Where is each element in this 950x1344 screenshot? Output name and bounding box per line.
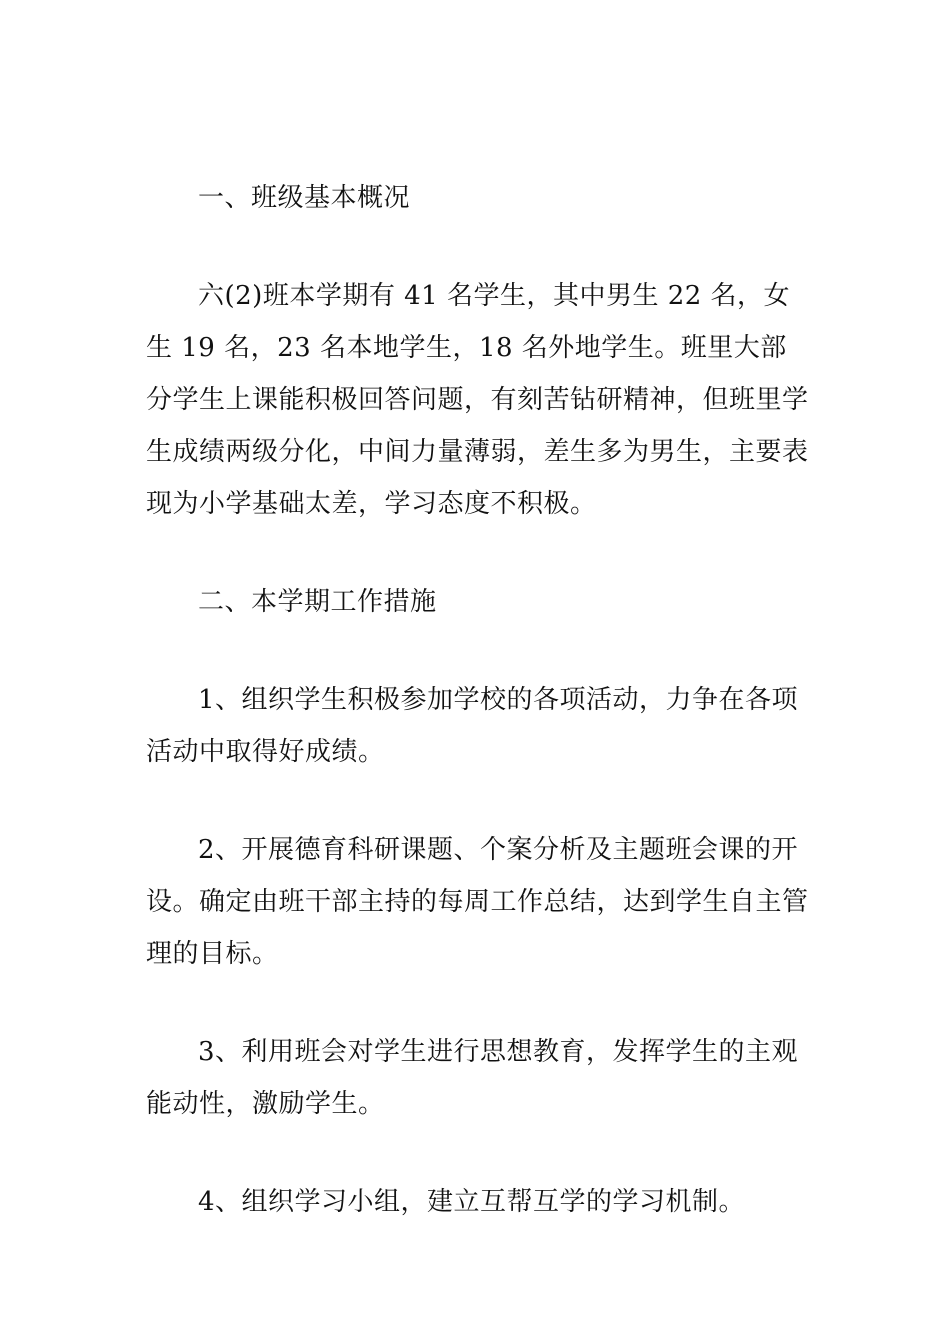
list-item-measure-4: 4、组织学习小组，建立互帮互学的学习机制。 [198,1187,746,1217]
section-heading-measures: 二、本学期工作措施 [198,587,437,617]
section-heading-overview: 一、班级基本概况 [198,183,411,213]
paragraph-class-overview: 六(2)班本学期有 41 名学生，其中男生 22 名，女生 19 名，23 名本地学生，18 名外地学生。班里大部分学生上课能积极回答问题，有刻苦钻研精神，但班里学生成绩两级分化，中间力量薄弱，差生多为男生，主要表现为小学基础太差，学习态度不积极。 [146,281,809,519]
list-item-measure-3: 3、利用班会对学生进行思想教育，发挥学生的主观能动性，激励学生。 [146,1037,799,1119]
document-page [146,172,810,1274]
list-item-measure-1: 1、组织学生积极参加学校的各项活动，力争在各项活动中取得好成绩。 [146,685,799,767]
list-item-measure-2: 2、开展德育科研课题、个案分析及主题班会课的开设。确定由班干部主持的每周工作总结，达到学生自主管理的目标。 [146,835,809,969]
